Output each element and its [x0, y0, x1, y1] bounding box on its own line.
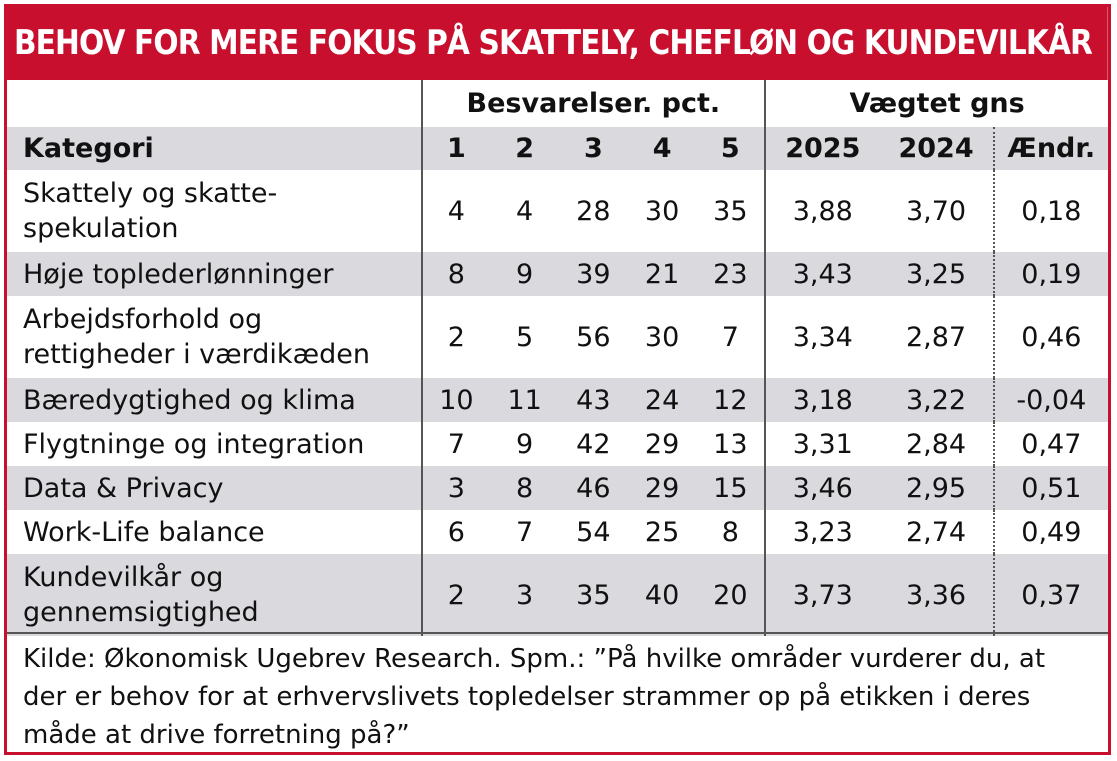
cell-2024: 2,87 — [879, 296, 993, 378]
cell-2024: 2,84 — [879, 422, 993, 466]
cell-scale-2: 5 — [490, 296, 559, 378]
survey-table — [7, 80, 1108, 636]
row-label: Høje toplederlønninger — [7, 252, 422, 296]
table-body — [7, 170, 1108, 636]
cell-change: -0,04 — [994, 378, 1108, 422]
table-row — [7, 422, 1108, 466]
cell-scale-5: 15 — [696, 466, 765, 510]
table-row — [7, 252, 1108, 296]
cell-scale-5: 23 — [696, 252, 765, 296]
cell-scale-4: 40 — [628, 554, 697, 636]
table-row — [7, 510, 1108, 554]
cell-2024: 3,25 — [879, 252, 993, 296]
cell-scale-3: 43 — [559, 378, 628, 422]
header-row-columns — [7, 127, 1108, 170]
header-scale-5: 5 — [696, 127, 765, 170]
cell-scale-1: 8 — [422, 252, 491, 296]
cell-2025: 3,23 — [765, 510, 879, 554]
cell-scale-5: 7 — [696, 296, 765, 378]
cell-scale-3: 46 — [559, 466, 628, 510]
cell-scale-1: 4 — [422, 170, 491, 252]
row-label: Kundevilkår og gennemsigtighed — [7, 554, 422, 636]
header-scale-1: 1 — [422, 127, 491, 170]
cell-scale-3: 39 — [559, 252, 628, 296]
cell-change: 0,47 — [994, 422, 1108, 466]
table-frame — [4, 4, 1111, 755]
cell-scale-1: 2 — [422, 296, 491, 378]
header-blank — [7, 80, 422, 127]
row-label: Data & Privacy — [7, 466, 422, 510]
header-group-weighted: Vægtet gns — [765, 80, 1108, 127]
cell-scale-2: 8 — [490, 466, 559, 510]
cell-2025: 3,73 — [765, 554, 879, 636]
header-year-2025: 2025 — [765, 127, 879, 170]
cell-scale-4: 30 — [628, 296, 697, 378]
cell-scale-5: 8 — [696, 510, 765, 554]
cell-scale-3: 35 — [559, 554, 628, 636]
cell-change: 0,49 — [994, 510, 1108, 554]
row-label: Bæredygtighed og klima — [7, 378, 422, 422]
table-row — [7, 378, 1108, 422]
cell-scale-1: 6 — [422, 510, 491, 554]
table-row — [7, 554, 1108, 636]
cell-scale-1: 7 — [422, 422, 491, 466]
cell-scale-5: 12 — [696, 378, 765, 422]
cell-2024: 3,70 — [879, 170, 993, 252]
cell-change: 0,51 — [994, 466, 1108, 510]
cell-scale-3: 28 — [559, 170, 628, 252]
header-scale-2: 2 — [490, 127, 559, 170]
cell-scale-2: 4 — [490, 170, 559, 252]
cell-2025: 3,88 — [765, 170, 879, 252]
cell-2024: 2,95 — [879, 466, 993, 510]
source-note: Kilde: Økonomisk Ugebrev Research. Spm.: ”På hvilke områder vurderer du, at der er behov for at erhvervslivets topledelser strammer op på etikken i deres måde at drive forretning på?” — [7, 632, 1108, 752]
cell-scale-1: 2 — [422, 554, 491, 636]
cell-scale-3: 56 — [559, 296, 628, 378]
cell-scale-4: 30 — [628, 170, 697, 252]
cell-2024: 3,36 — [879, 554, 993, 636]
cell-scale-3: 54 — [559, 510, 628, 554]
cell-scale-2: 3 — [490, 554, 559, 636]
table-title: BEHOV FOR MERE FOKUS PÅ SKATTELY, CHEFLØN OG KUNDEVILKÅR — [7, 7, 1108, 80]
table-row — [7, 466, 1108, 510]
cell-scale-5: 13 — [696, 422, 765, 466]
cell-scale-4: 21 — [628, 252, 697, 296]
cell-scale-3: 42 — [559, 422, 628, 466]
header-category: Kategori — [7, 127, 422, 170]
cell-scale-1: 10 — [422, 378, 491, 422]
cell-scale-5: 35 — [696, 170, 765, 252]
cell-2025: 3,34 — [765, 296, 879, 378]
header-scale-4: 4 — [628, 127, 697, 170]
table-row — [7, 170, 1108, 252]
row-label: Skattely og skatte- spekulation — [7, 170, 422, 252]
cell-2024: 2,74 — [879, 510, 993, 554]
header-scale-3: 3 — [559, 127, 628, 170]
cell-2025: 3,31 — [765, 422, 879, 466]
cell-scale-4: 29 — [628, 466, 697, 510]
header-row-groups — [7, 80, 1108, 127]
cell-scale-2: 7 — [490, 510, 559, 554]
cell-scale-2: 9 — [490, 252, 559, 296]
cell-scale-2: 9 — [490, 422, 559, 466]
cell-2024: 3,22 — [879, 378, 993, 422]
row-label: Arbejdsforhold og rettigheder i værdikæden — [7, 296, 422, 378]
cell-change: 0,37 — [994, 554, 1108, 636]
cell-change: 0,18 — [994, 170, 1108, 252]
row-label: Work-Life balance — [7, 510, 422, 554]
table-row — [7, 296, 1108, 378]
cell-change: 0,19 — [994, 252, 1108, 296]
row-label: Flygtninge og integration — [7, 422, 422, 466]
cell-scale-2: 11 — [490, 378, 559, 422]
cell-scale-4: 24 — [628, 378, 697, 422]
header-group-responses: Besvarelser. pct. — [422, 80, 766, 127]
cell-2025: 3,18 — [765, 378, 879, 422]
cell-change: 0,46 — [994, 296, 1108, 378]
cell-scale-1: 3 — [422, 466, 491, 510]
cell-2025: 3,46 — [765, 466, 879, 510]
cell-scale-4: 25 — [628, 510, 697, 554]
cell-scale-4: 29 — [628, 422, 697, 466]
cell-2025: 3,43 — [765, 252, 879, 296]
cell-scale-5: 20 — [696, 554, 765, 636]
header-change: Ændr. — [994, 127, 1108, 170]
header-year-2024: 2024 — [879, 127, 993, 170]
